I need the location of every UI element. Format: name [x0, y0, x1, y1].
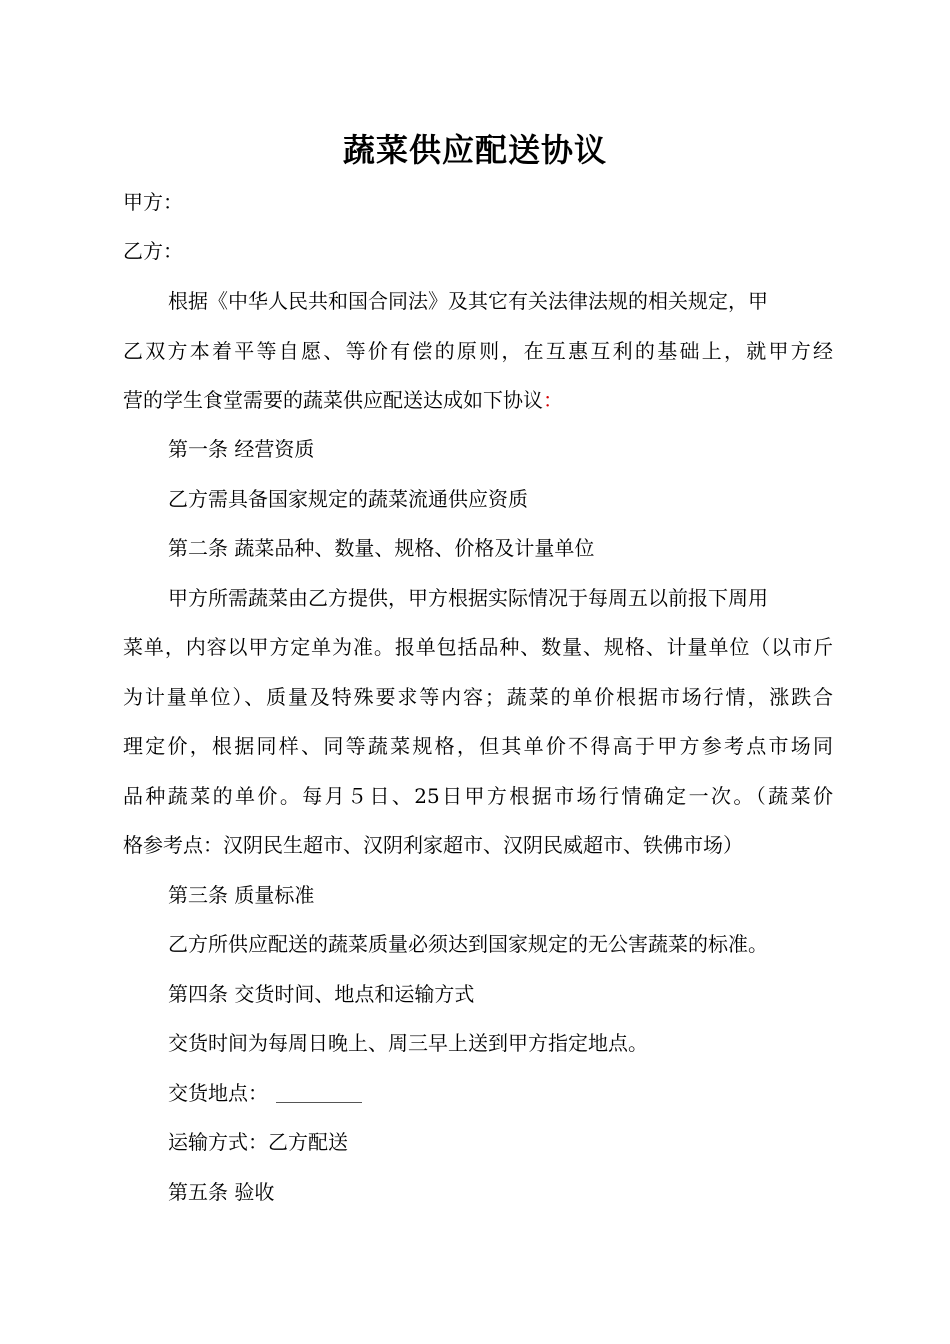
delivery-location-row	[168, 1078, 878, 1108]
article-4-body-line: 交货时间为每周日晚上、周三早上送到甲方指定地点。	[168, 1031, 648, 1055]
document-title: 蔬菜供应配送协议	[342, 131, 607, 169]
intro-line-3-text: 营的学生食堂需要的蔬菜供应配送达成如下协议	[123, 388, 543, 412]
article-2-body-line: 甲方所需蔬菜由乙方提供，甲方根据实际情况于每周五以前报下周用	[168, 586, 768, 610]
article-2-body-line: 菜单，内容以甲方定单为准。报单包括品种、数量、规格、计量单位（以市斤	[123, 635, 833, 659]
intro-line-3	[123, 385, 833, 415]
article-1-heading: 第一条 经营资质	[168, 437, 315, 461]
article-5-heading: 第五条 验收	[168, 1180, 275, 1204]
article-3-body-line: 乙方所供应配送的蔬菜质量必须达到国家规定的无公害蔬菜的标准。	[168, 932, 768, 956]
article-2-body-line: 理定价，根据同样、同等蔬菜规格，但其单价不得高于甲方参考点市场同	[123, 734, 833, 758]
article-2-body-line: 品种蔬菜的单价。每月５日、25日甲方根据市场行情确定一次。（蔬菜价	[123, 784, 833, 808]
party-a-label: 甲方：	[123, 190, 183, 214]
article-2-body-line: 为计量单位）、质量及特殊要求等内容；蔬菜的单价根据市场行情，涨跌合	[123, 685, 833, 709]
article-1-body-line: 乙方需具备国家规定的蔬菜流通供应资质	[168, 487, 528, 511]
article-4-body-line: 运输方式：乙方配送	[168, 1130, 348, 1154]
intro-line-1: 根据《中华人民共和国合同法》及其它有关法律法规的相关规定，甲	[168, 289, 768, 313]
article-3-heading: 第三条 质量标准	[168, 883, 315, 907]
delivery-location-label: 交货地点：	[168, 1081, 268, 1105]
party-b-label: 乙方：	[123, 239, 183, 263]
intro-line-2: 乙双方本着平等自愿、等价有偿的原则，在互惠互利的基础上，就甲方经	[123, 339, 833, 363]
article-2-body-line: 格参考点：汉阴民生超市、汉阴利家超市、汉阴民威超市、铁佛市场）	[123, 833, 743, 857]
delivery-location-blank	[276, 1101, 362, 1103]
article-4-heading: 第四条 交货时间、地点和运输方式	[168, 982, 475, 1006]
intro-colon: ：	[543, 388, 563, 412]
article-2-heading: 第二条 蔬菜品种、数量、规格、价格及计量单位	[168, 536, 595, 560]
